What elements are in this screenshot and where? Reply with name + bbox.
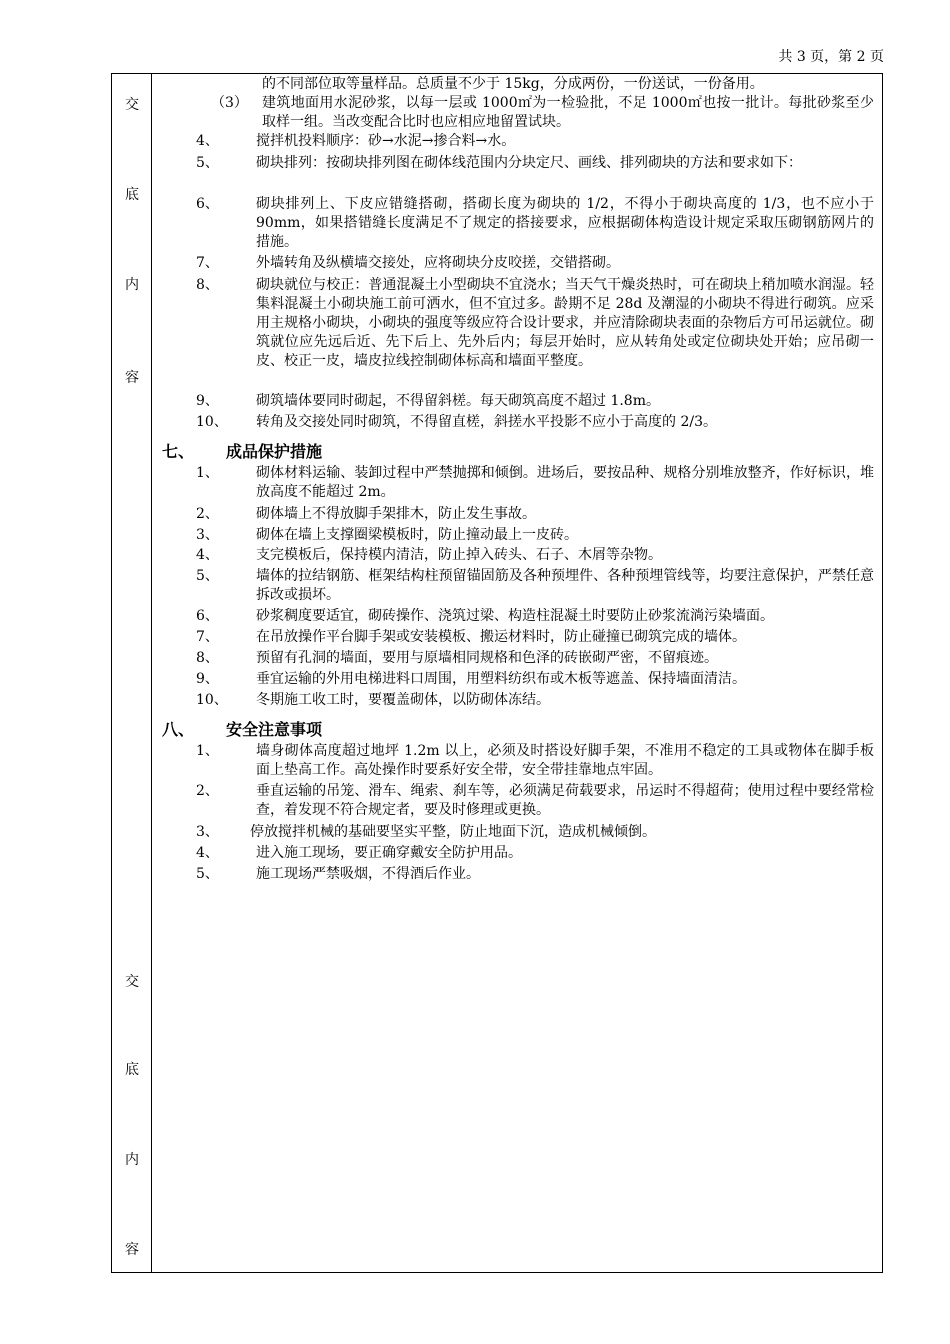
item-number: 9、 bbox=[196, 671, 219, 687]
item-text: 砌块排列上、下皮应错缝搭砌，搭砌长度为砌块的 1/2，不得小于砌块高度的 1/3，也不应小于 90mm，如果搭错缝长度满足不了规定的搭接要求，应根据砌体构造设计规定采取压砌钢筋网片的措施。 bbox=[256, 196, 874, 250]
item-text: 砌体在墙上支撑圈梁模板时，防止撞动最上一皮砖。 bbox=[256, 527, 578, 543]
item-text: 砌体墙上不得放脚手架排木，防止发生事故。 bbox=[256, 506, 536, 522]
item-number: 6、 bbox=[196, 196, 219, 212]
side-label: 内 bbox=[125, 277, 139, 293]
side-label: 交 bbox=[125, 97, 139, 113]
item-number: 3、 bbox=[196, 824, 219, 840]
item-number: 4、 bbox=[196, 133, 219, 149]
item-text: 支完模板后，保持模内清洁，防止掉入砖头、石子、木屑等杂物。 bbox=[256, 547, 662, 563]
item-number: 5、 bbox=[196, 155, 219, 171]
item-number: 8、 bbox=[196, 277, 219, 293]
item-text: 施工现场严禁吸烟，不得酒后作业。 bbox=[256, 866, 480, 882]
item-number: 2、 bbox=[196, 506, 219, 522]
item-number: 2、 bbox=[196, 783, 219, 799]
item-number: 10、 bbox=[196, 692, 228, 708]
item-text: 砌体材料运输、装卸过程中严禁抛掷和倾倒。进场后，要按品种、规格分别堆放整齐，作好标识，堆放高度不能超过 2m。 bbox=[256, 465, 874, 500]
item-number: 8、 bbox=[196, 650, 219, 666]
section-title: 成品保护措施 bbox=[226, 442, 323, 461]
item-number: 7、 bbox=[196, 629, 219, 645]
side-label: 底 bbox=[125, 1062, 139, 1078]
item-number: 7、 bbox=[196, 255, 219, 271]
item-text: 砌筑墙体要同时砌起，不得留斜槎。每天砌筑高度不超过 1.8m。 bbox=[256, 393, 660, 409]
item-number: 10、 bbox=[196, 414, 228, 430]
item-text: 砂浆稠度要适宜，砌砖操作、浇筑过梁、构造柱混凝土时要防止砂浆流淌污染墙面。 bbox=[256, 608, 774, 624]
side-label-column bbox=[112, 74, 152, 1272]
content-area bbox=[153, 74, 882, 1272]
item-text: 预留有孔洞的墙面，要用与原墙相同规格和色泽的砖嵌砌严密，不留痕迹。 bbox=[256, 650, 718, 666]
continuation-line: 的不同部位取等量样品。总质量不少于 15kg，分成两份，一份送试，一份备用。 bbox=[262, 76, 764, 92]
item-text: 进入施工现场，要正确穿戴安全防护用品。 bbox=[256, 845, 522, 861]
item-number: 5、 bbox=[196, 568, 219, 584]
side-label: 内 bbox=[125, 1152, 139, 1168]
section-number: 八、 bbox=[162, 720, 195, 739]
item-text: 砌块排列：按砌块排列图在砌体线范围内分块定尺、画线、排列砌块的方法和要求如下： bbox=[256, 155, 802, 171]
item-text: 外墙转角及纵横墙交接处，应将砌块分皮咬搓，交错搭砌。 bbox=[256, 255, 620, 271]
side-label: 容 bbox=[125, 370, 139, 386]
item-number: 3、 bbox=[196, 527, 219, 543]
item-text: 垂宜运输的外用电梯进料口周围，用塑料纺织布或木板等遮盖、保持墙面清洁。 bbox=[256, 671, 746, 687]
side-label: 容 bbox=[125, 1242, 139, 1258]
item-number: 9、 bbox=[196, 393, 219, 409]
content-frame bbox=[111, 73, 883, 1273]
item-text: 砌块就位与校正：普通混凝土小型砌块不宜浇水；当天气干燥炎热时，可在砌块上稍加喷水润湿。轻集料混凝土小砌块施工前可洒水，但不宜过多。龄期不足 28d 及潮湿的小砌块不得进行砌筑。应采用主规格小砌块，小砌块的强度等级应符合设计要求，并应清除砌块表面的杂物后方可吊运就位。砌筑就位应先远后近、先下后上、先外后内；每层开始时，应从转角处或定位砌块处开始；应吊砌一皮、校正一皮，墙皮拉线控制砌体标高和墙面平整度。 bbox=[256, 277, 874, 369]
side-label: 底 bbox=[125, 187, 139, 203]
section-number: 七、 bbox=[162, 442, 195, 461]
item-text: 搅拌机投料顺序：砂→水泥→掺合料→水。 bbox=[256, 133, 516, 149]
item-text: 在吊放操作平台脚手架或安装模板、搬运材料时，防止碰撞已砌筑完成的墙体。 bbox=[256, 629, 746, 645]
item-number: 5、 bbox=[196, 866, 219, 882]
item-number: 1、 bbox=[196, 743, 219, 759]
item-number: 4、 bbox=[196, 547, 219, 563]
item-text: 转角及交接处同时砌筑，不得留直槎，斜搓水平投影不应小于高度的 2/3。 bbox=[256, 414, 717, 430]
item-number: （3） bbox=[211, 95, 248, 111]
item-text: 停放搅拌机械的基础要坚实平整，防止地面下沉，造成机械倾倒。 bbox=[250, 824, 656, 840]
item-number: 6、 bbox=[196, 608, 219, 624]
item-number: 4、 bbox=[196, 845, 219, 861]
section-title: 安全注意事项 bbox=[226, 720, 323, 739]
item-text: 垂直运输的吊笼、滑车、绳索、刹车等，必须满足荷载要求，吊运时不得超荷；使用过程中要经常检查，着发现不符合规定者，要及时修理或更换。 bbox=[256, 783, 874, 818]
item-text: 墙体的拉结钢筋、框架结构柱预留锚固筋及各种预埋件、各种预埋管线等，均要注意保护，严禁任意拆改或损坏。 bbox=[256, 568, 874, 603]
side-label: 交 bbox=[125, 974, 139, 990]
page-info: 共 3 页，第 2 页 bbox=[778, 49, 884, 65]
item-number: 1、 bbox=[196, 465, 219, 481]
item-text: 建筑地面用水泥砂浆，以每一层或 1000㎡为一检验批，不足 1000㎡也按一批计。每批砂浆至少取样一组。当改变配合比时也应相应地留置试块。 bbox=[262, 95, 874, 130]
item-text: 墙身砌体高度超过地坪 1.2m 以上，必须及时搭设好脚手架，不准用不稳定的工具或物体在脚手板面上垫高工作。高处操作时要系好安全带，安全带挂靠地点牢固。 bbox=[256, 743, 874, 778]
item-text: 冬期施工收工时，要覆盖砌体，以防砌体冻结。 bbox=[256, 692, 550, 708]
